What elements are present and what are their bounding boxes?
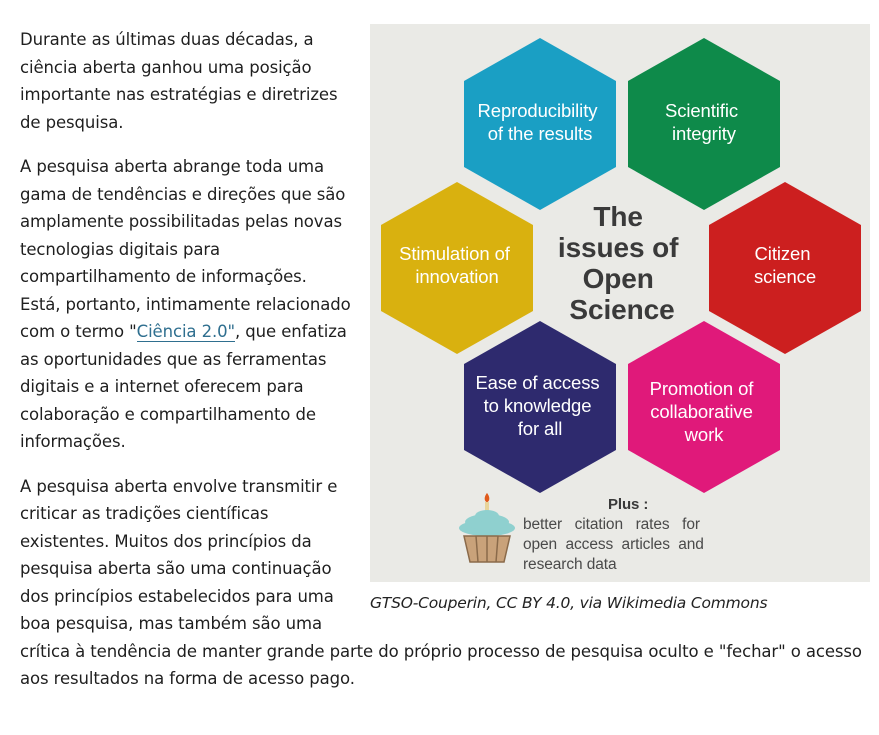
infographic-svg — [370, 24, 870, 582]
article-body — [20, 26, 870, 710]
hex-label-reproducibility: Reproducibility of the results — [477, 100, 598, 144]
hex-label-citizen-science: Citizen science — [753, 243, 817, 287]
ciencia-2-0-link[interactable]: Ciência 2.0" — [136, 322, 236, 341]
hex-label-scientific-integrity: Scientific integrity — [664, 100, 738, 144]
hex-label-collaborative-work: Promotion of collaborative work — [649, 378, 754, 445]
hex-label-stimulation-innovation: Stimulation of innovation — [399, 243, 510, 287]
cupcake-icon — [459, 493, 515, 562]
paragraph-2-text-after: , que enfatiza as oportunidades que as ferramentas digitais e a internet oferecem para colaboração e compartilhamento de informações. — [20, 322, 347, 451]
paragraph-3: A pesquisa aberta envolve transmitir e criticar as tradições científicas existentes. Muitos dos princípios da pesquisa aberta são uma continuação dos princípios estabelecidos para uma boa pesquisa, mas também são uma crítica à tendência de manter grande parte do próprio processo de pesquisa oculto e "fechar" o acesso aos resultados na forma de acesso pago. — [20, 476, 862, 688]
open-science-infographic — [370, 24, 870, 582]
figure-caption: GTSO-Couperin, CC BY 4.0, via Wikimedia Commons — [370, 594, 768, 612]
plus-line-1: better citation rates for — [523, 516, 700, 533]
center-title: The issues of Open Science — [557, 201, 679, 325]
paragraph-1: Durante as últimas duas décadas, a ciência aberta ganhou uma posição importante nas estratégias e diretrizes de pesquisa. — [20, 30, 338, 132]
figure — [370, 24, 870, 618]
plus-title: Plus : — [608, 496, 649, 513]
plus-line-3: research data — [523, 556, 617, 573]
plus-line-2: open access articles and — [523, 536, 704, 553]
hex-label-ease-of-access: Ease of access to knowledge for all — [475, 372, 600, 439]
paragraph-2-text-before: A pesquisa aberta abrange toda uma gama de tendências e direções que são amplamente possibilitadas pelas novas tecnologias digitais para compartilhamento de informações. Está, portanto, intimamente relacionado com o termo " — [20, 157, 351, 341]
